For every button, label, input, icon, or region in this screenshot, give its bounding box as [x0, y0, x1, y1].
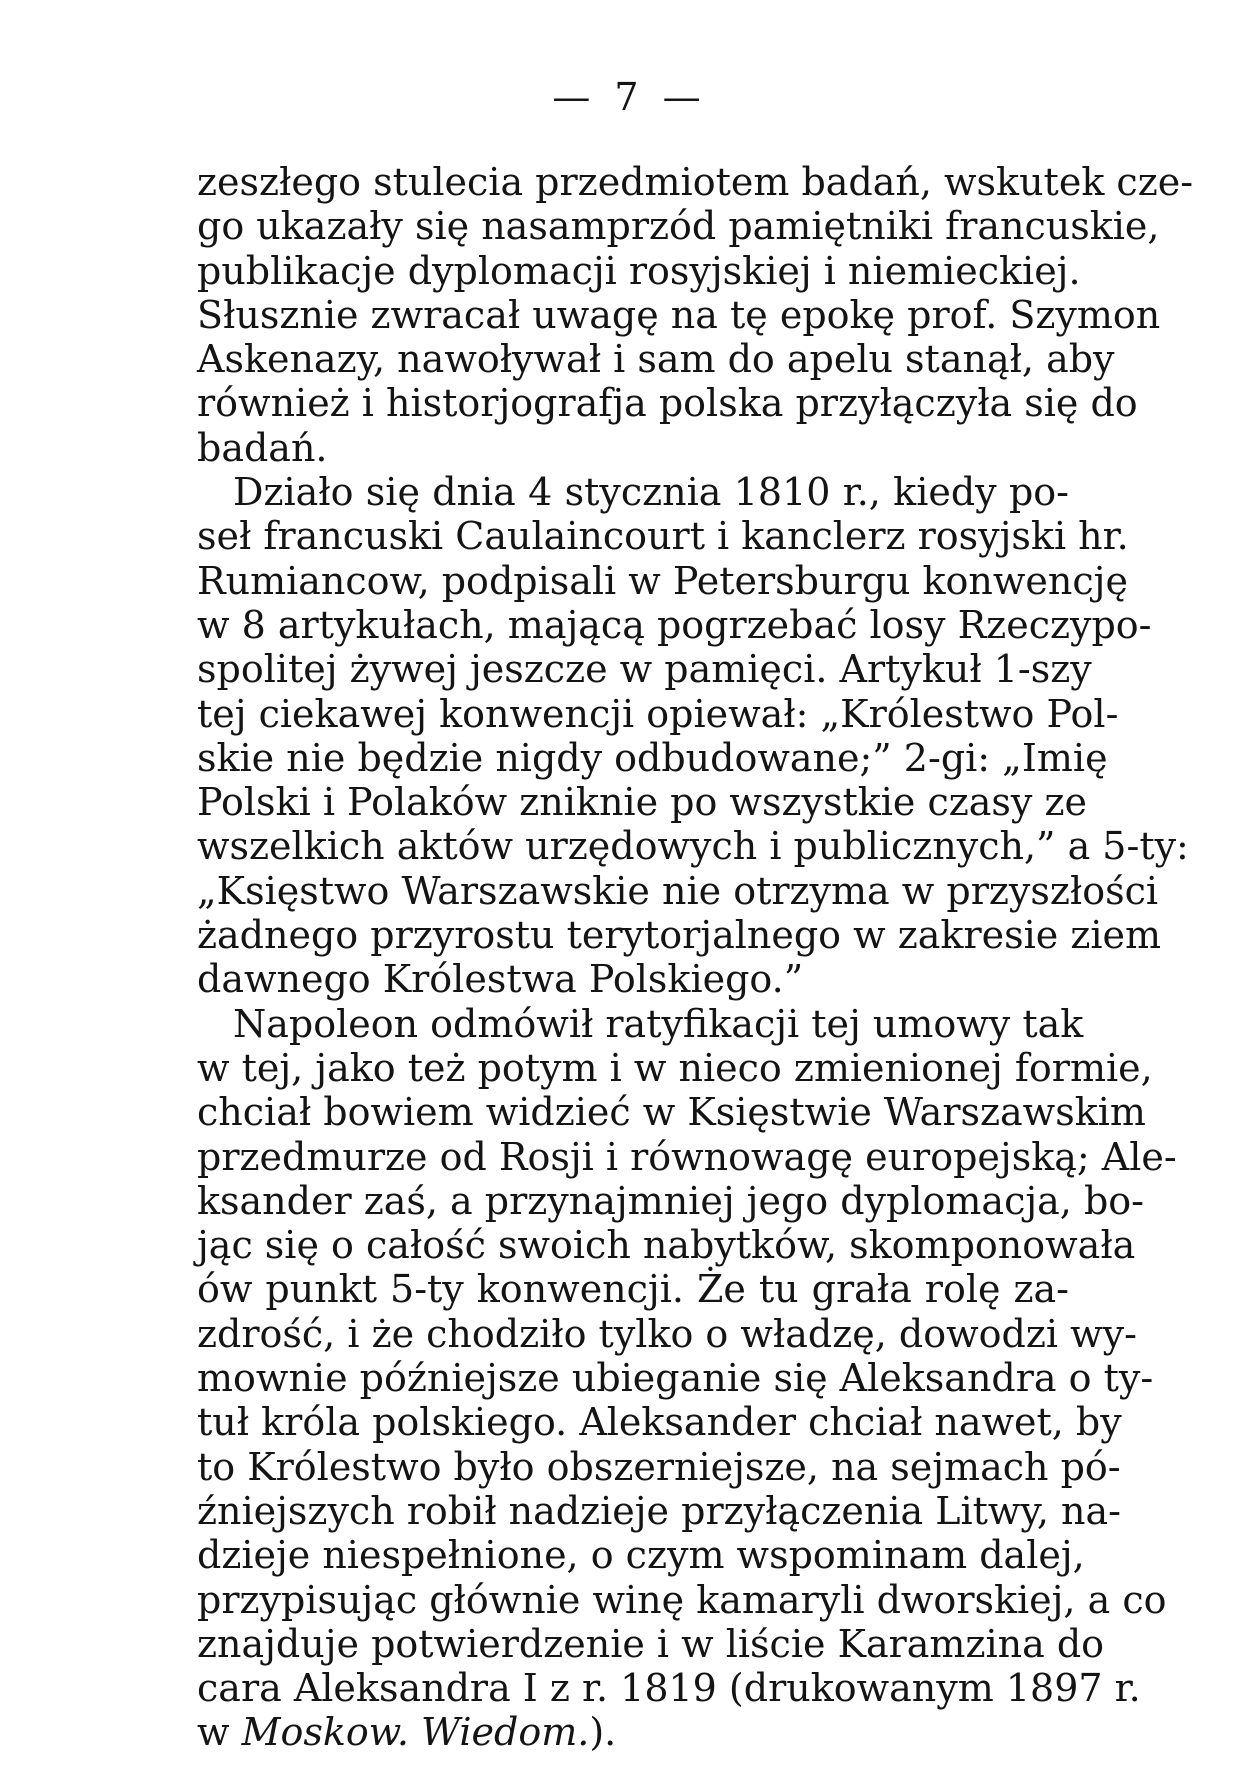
- text-line: cara Aleksandra I z r. 1819 (drukowanym 1897 r.: [197, 1666, 1141, 1711]
- text-line: przypisując głównie winę kamaryli dworskiej, a co: [197, 1577, 1167, 1622]
- text-line: przedmurze od Rosji i równowagę europejską; Ale-: [197, 1134, 1177, 1179]
- text-line: mownie późniejsze ubieganie się Aleksandra o ty-: [197, 1356, 1154, 1401]
- text-line: to Królestwo było obszerniejsze, na sejmach pó-: [197, 1444, 1121, 1489]
- text-line: Rumiancow, podpisali w Petersburgu konwencję: [197, 558, 1128, 603]
- text-line: go ukazały się nasamprzód pamiętniki francuskie,: [197, 204, 1160, 249]
- text-line: jąc się o całość swoich nabytków, skomponowała: [197, 1223, 1136, 1268]
- text-line: skie nie będzie nigdy odbudowane;” 2-gi: „Imię: [197, 735, 1108, 780]
- text-fragment: ).: [589, 1710, 617, 1755]
- text-line: żadnego przyrostu terytorjalnego w zakresie ziem: [197, 913, 1162, 958]
- body-text: [197, 160, 1194, 1755]
- text-line: „Księstwo Warszawskie nie otrzyma w przyszłości: [197, 868, 1159, 913]
- text-fragment: w: [197, 1710, 242, 1755]
- text-line: tuł króla polskiego. Aleksander chciał nawet, by: [197, 1400, 1122, 1445]
- text-line: chciał bowiem widzieć w Księstwie Warszawskim: [197, 1090, 1146, 1135]
- text-line: dzieje niespełnione, o czym wspominam dalej,: [197, 1533, 1085, 1578]
- text-line: badań.: [197, 425, 328, 470]
- text-line: tej ciekawej konwencji opiewał: „Królestwo Pol-: [197, 691, 1119, 736]
- text-line: źniejszych robił nadzieje przyłączenia Litwy, na-: [197, 1488, 1121, 1533]
- text-line: Napoleon odmówił ratyfikacji tej umowy tak: [233, 1001, 1084, 1046]
- text-line: Polski i Polaków zniknie po wszystkie czasy ze: [197, 780, 1087, 825]
- text-line: publikacje dyplomacji rosyjskiej i niemieckiej.: [197, 248, 1081, 293]
- text-line: znajduje potwierdzenie i w liście Karamzina do: [197, 1621, 1105, 1666]
- text-line: wszelkich aktów urzędowych i publicznych,” a 5-ty:: [197, 824, 1189, 869]
- text-line: Działo się dnia 4 stycznia 1810 r., kiedy po-: [233, 470, 1069, 515]
- text-line: również i historjografja polska przyłączyła się do: [197, 381, 1138, 426]
- text-line: Askenazy, nawoływał i sam do apelu stanął, aby: [197, 337, 1115, 382]
- text-line: ów punkt 5-ty konwencji. Że tu grała rolę za-: [197, 1267, 1069, 1312]
- page-number: — 7 —: [552, 75, 707, 119]
- text-line: seł francuski Caulaincourt i kanclerz rosyjski hr.: [197, 514, 1129, 559]
- text-line: zeszłego stulecia przedmiotem badań, wskutek cze-: [197, 160, 1194, 204]
- text-line: w tej, jako też potym i w nieco zmienionej formie,: [197, 1045, 1153, 1090]
- text-line: Słusznie zwracał uwagę na tę epokę prof. Szymon: [197, 292, 1161, 337]
- text-line: ksander zaś, a przynajmniej jego dyplomacja, bo-: [197, 1178, 1144, 1223]
- text-line-final: [197, 1710, 1069, 1754]
- text-line: dawnego Królestwa Polskiego.”: [197, 957, 804, 1002]
- text-line: zdrość, i że chodziło tylko o władzę, dowodzi wy-: [197, 1311, 1137, 1356]
- text-line: w 8 artykułach, mającą pogrzebać losy Rzeczypo-: [197, 602, 1152, 647]
- italic-citation: Moskow. Wiedom.: [241, 1710, 590, 1755]
- text-line: spolitej żywej jeszcze w pamięci. Artykuł 1-szy: [197, 647, 1092, 692]
